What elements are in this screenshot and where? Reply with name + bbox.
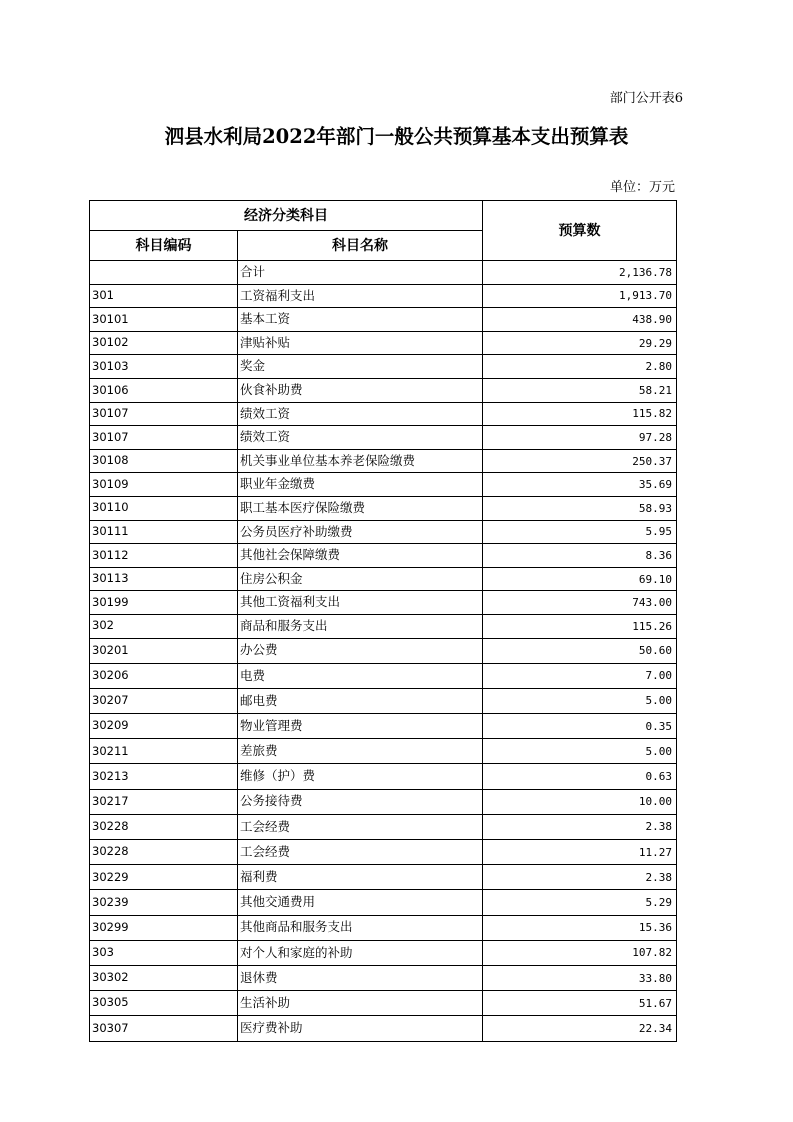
table-row: [90, 865, 677, 890]
row-amount: 33.80: [483, 965, 677, 990]
row-name: 医疗费补助: [238, 1016, 483, 1041]
row-amount: 15.36: [483, 915, 677, 940]
row-name: 其他社会保障缴费: [238, 544, 483, 568]
row-name: 公务员医疗补助缴费: [238, 520, 483, 544]
row-name: 住房公积金: [238, 567, 483, 591]
row-name: 福利费: [238, 865, 483, 890]
row-name: 工会经费: [238, 814, 483, 839]
row-code: 30109: [90, 473, 238, 497]
row-name: 绩效工资: [238, 426, 483, 450]
table-row: [90, 544, 677, 568]
row-code: 30228: [90, 814, 238, 839]
row-code: 302: [90, 614, 238, 638]
row-code: 30299: [90, 915, 238, 940]
row-code: 30107: [90, 402, 238, 426]
table-row: [90, 567, 677, 591]
table-row: [90, 714, 677, 739]
row-name: 其他商品和服务支出: [238, 915, 483, 940]
row-name: 对个人和家庭的补助: [238, 940, 483, 965]
table-row: [90, 284, 677, 308]
row-name: 职业年金缴费: [238, 473, 483, 497]
table-row: [90, 331, 677, 355]
row-name: 电费: [238, 663, 483, 688]
row-name: 公务接待费: [238, 789, 483, 814]
header-subject-code: 科目编码: [90, 231, 238, 261]
row-amount: 2.80: [483, 355, 677, 379]
table-row: [90, 1016, 677, 1041]
table-row: [90, 814, 677, 839]
row-amount: 5.00: [483, 688, 677, 713]
row-name: 物业管理费: [238, 714, 483, 739]
row-name: 绩效工资: [238, 402, 483, 426]
row-name: 退休费: [238, 965, 483, 990]
row-code: 30107: [90, 426, 238, 450]
table-row: [90, 378, 677, 402]
table-row: [90, 591, 677, 615]
row-amount: 5.95: [483, 520, 677, 544]
row-amount: 35.69: [483, 473, 677, 497]
row-amount: 1,913.70: [483, 284, 677, 308]
row-amount: 29.29: [483, 331, 677, 355]
row-amount: 5.29: [483, 890, 677, 915]
row-code: 30228: [90, 840, 238, 865]
row-code: 30217: [90, 789, 238, 814]
row-code: 30199: [90, 591, 238, 615]
table-row: [90, 261, 677, 285]
table-row: [90, 840, 677, 865]
table-row: [90, 739, 677, 764]
row-amount: 51.67: [483, 991, 677, 1016]
row-amount: 115.82: [483, 402, 677, 426]
row-amount: 743.00: [483, 591, 677, 615]
row-name: 伙食补助费: [238, 378, 483, 402]
row-name: 机关事业单位基本养老保险缴费: [238, 449, 483, 473]
row-code: 30229: [90, 865, 238, 890]
row-name: 商品和服务支出: [238, 614, 483, 638]
row-amount: 7.00: [483, 663, 677, 688]
row-amount: 2,136.78: [483, 261, 677, 285]
table-row: [90, 991, 677, 1016]
table-row: [90, 764, 677, 789]
row-code: 30213: [90, 764, 238, 789]
row-code: 30302: [90, 965, 238, 990]
table-body: [90, 261, 677, 1042]
row-code: 30111: [90, 520, 238, 544]
table-number: 部门公开表6: [609, 91, 683, 106]
table-row: [90, 520, 677, 544]
row-amount: 438.90: [483, 308, 677, 332]
table-row: [90, 890, 677, 915]
row-code: 30102: [90, 331, 238, 355]
table-row: [90, 940, 677, 965]
row-amount: 50.60: [483, 638, 677, 663]
row-code: 30103: [90, 355, 238, 379]
row-name: 办公费: [238, 638, 483, 663]
table-row: [90, 449, 677, 473]
table-row: [90, 426, 677, 450]
row-name: 合计: [238, 261, 483, 285]
table-row: [90, 663, 677, 688]
row-amount: 2.38: [483, 865, 677, 890]
row-amount: 22.34: [483, 1016, 677, 1041]
row-name: 职工基本医疗保险缴费: [238, 496, 483, 520]
header-economic-classification: 经济分类科目: [90, 201, 483, 231]
table-row: [90, 915, 677, 940]
row-name: 工会经费: [238, 840, 483, 865]
header-budget-amount: 预算数: [483, 201, 677, 261]
table-row: [90, 308, 677, 332]
row-code: 30101: [90, 308, 238, 332]
row-amount: 0.63: [483, 764, 677, 789]
row-amount: 10.00: [483, 789, 677, 814]
budget-table: [89, 200, 677, 1042]
row-name: 其他工资福利支出: [238, 591, 483, 615]
row-name: 邮电费: [238, 688, 483, 713]
row-amount: 58.21: [483, 378, 677, 402]
row-code: [90, 261, 238, 285]
table-row: [90, 614, 677, 638]
table-row: [90, 496, 677, 520]
row-code: 30201: [90, 638, 238, 663]
table-row: [90, 638, 677, 663]
table-row: [90, 789, 677, 814]
row-code: 30106: [90, 378, 238, 402]
row-amount: 8.36: [483, 544, 677, 568]
row-code: 30112: [90, 544, 238, 568]
row-amount: 97.28: [483, 426, 677, 450]
row-amount: 2.38: [483, 814, 677, 839]
row-code: 30206: [90, 663, 238, 688]
row-code: 30108: [90, 449, 238, 473]
row-name: 维修（护）费: [238, 764, 483, 789]
row-code: 30211: [90, 739, 238, 764]
row-amount: 58.93: [483, 496, 677, 520]
header-subject-name: 科目名称: [238, 231, 483, 261]
row-name: 工资福利支出: [238, 284, 483, 308]
row-name: 基本工资: [238, 308, 483, 332]
row-code: 30113: [90, 567, 238, 591]
row-code: 30110: [90, 496, 238, 520]
row-name: 津贴补贴: [238, 331, 483, 355]
table-row: [90, 688, 677, 713]
row-code: 30207: [90, 688, 238, 713]
row-amount: 107.82: [483, 940, 677, 965]
row-code: 30305: [90, 991, 238, 1016]
table-row: [90, 965, 677, 990]
row-code: 30209: [90, 714, 238, 739]
row-name: 差旅费: [238, 739, 483, 764]
row-code: 30307: [90, 1016, 238, 1041]
table-row: [90, 473, 677, 497]
row-name: 奖金: [238, 355, 483, 379]
row-amount: 69.10: [483, 567, 677, 591]
table-row: [90, 402, 677, 426]
row-code: 301: [90, 284, 238, 308]
table-row: [90, 355, 677, 379]
row-name: 生活补助: [238, 991, 483, 1016]
row-code: 303: [90, 940, 238, 965]
row-name: 其他交通费用: [238, 890, 483, 915]
row-amount: 0.35: [483, 714, 677, 739]
row-code: 30239: [90, 890, 238, 915]
unit-label: 单位：万元: [609, 180, 675, 195]
row-amount: 5.00: [483, 739, 677, 764]
row-amount: 250.37: [483, 449, 677, 473]
row-amount: 115.26: [483, 614, 677, 638]
row-amount: 11.27: [483, 840, 677, 865]
page-title: 泗县水利局2022年部门一般公共预算基本支出预算表: [164, 125, 629, 148]
